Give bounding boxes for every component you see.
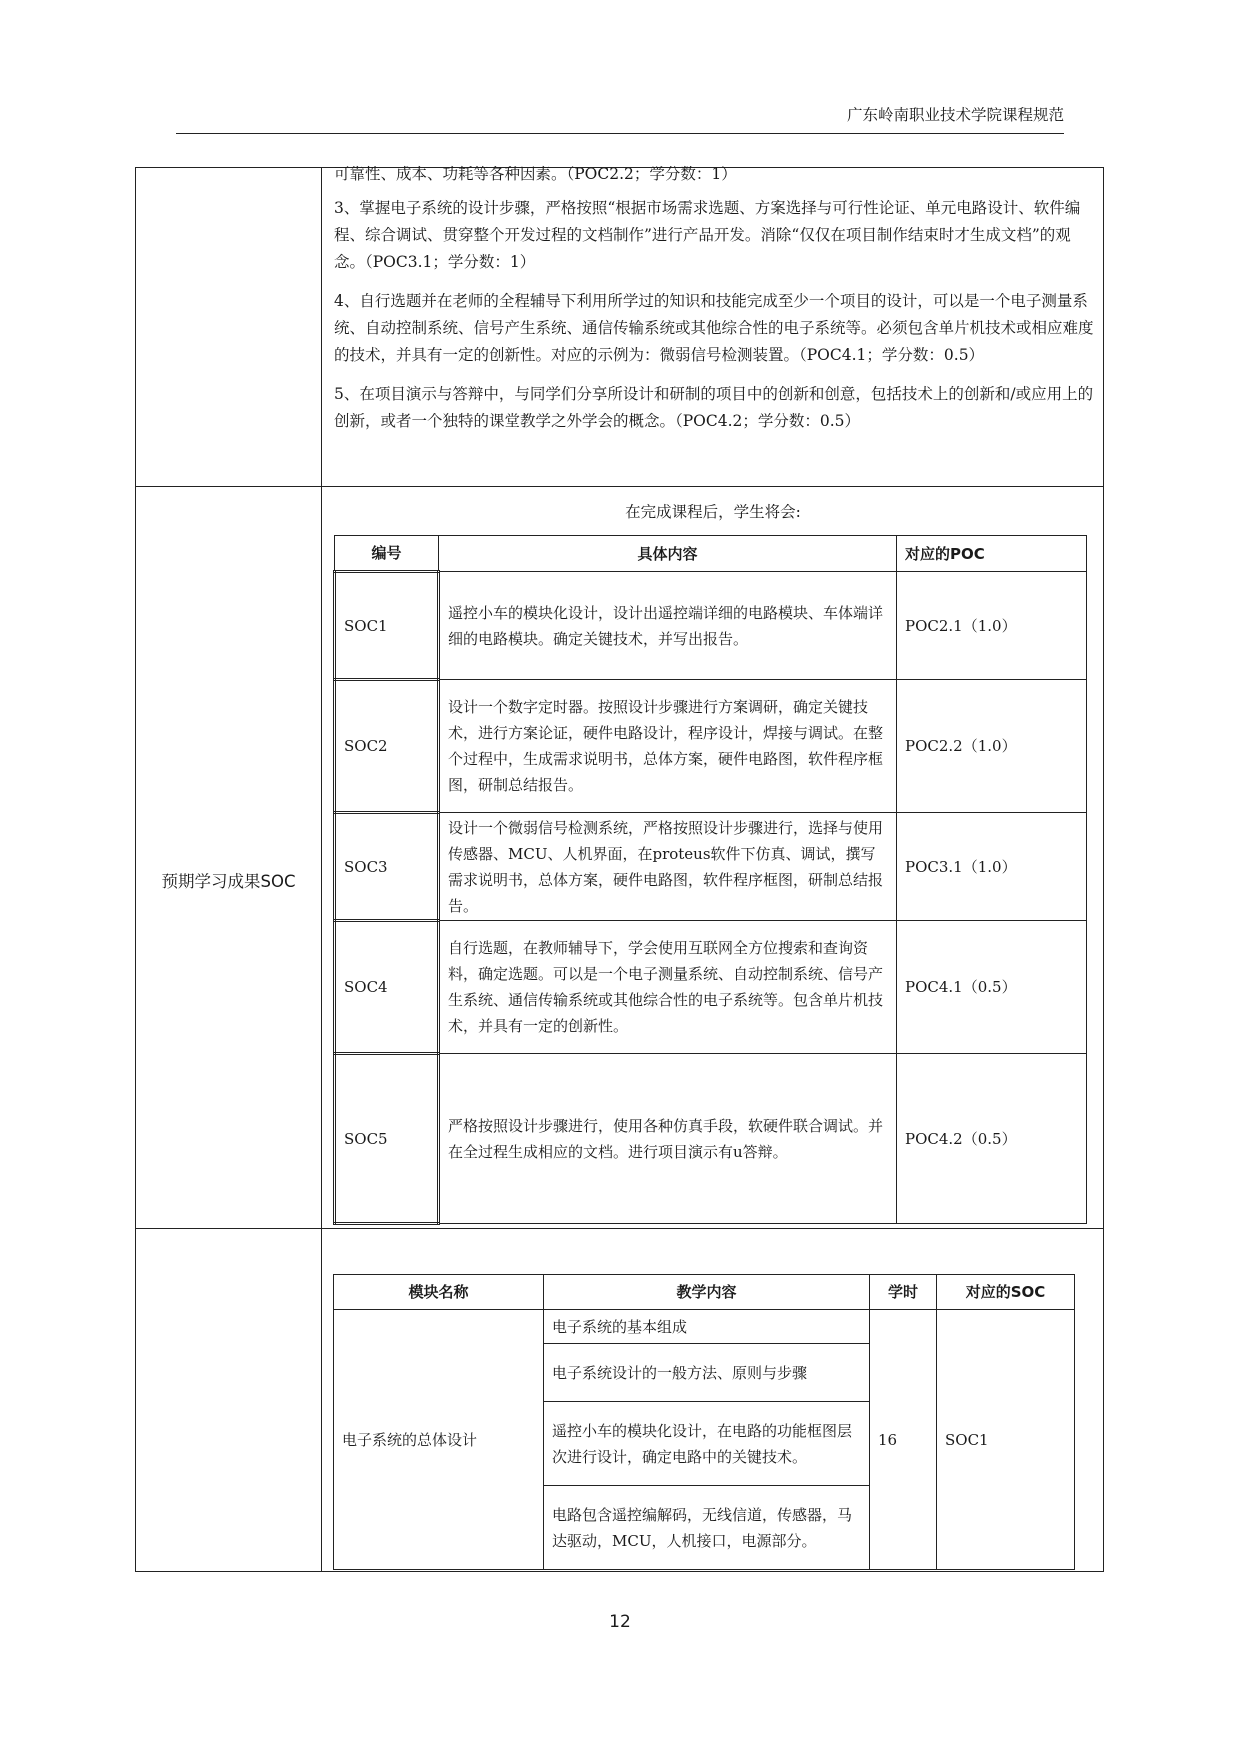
soc-id: SOC3 [335, 813, 439, 921]
soc-poc: POC2.2（1.0） [897, 680, 1087, 813]
module-header-content: 教学内容 [544, 1275, 870, 1310]
module-table-header [334, 1275, 1075, 1310]
soc-id: SOC5 [335, 1054, 439, 1224]
soc-poc: POC2.1（1.0） [897, 572, 1087, 680]
soc-header-id: 编号 [335, 536, 439, 572]
soc-poc: POC4.2（0.5） [897, 1054, 1087, 1224]
module-content: 电路包含遥控编解码，无线信道，传感器，马达驱动，MCU，人机接口，电源部分。 [544, 1486, 870, 1570]
objectives-cell [334, 161, 1094, 447]
soc-content: 遥控小车的模块化设计，设计出遥控端详细的电路模块、车体端详细的电路模块。确定关键技术，并写出报告。 [439, 572, 897, 680]
course-table [135, 167, 1104, 1572]
page-number: 12 [609, 1612, 631, 1632]
header-title: 广东岭南职业技术学院课程规范 [846, 106, 1064, 124]
table-row [335, 813, 1087, 921]
soc-header-content: 具体内容 [439, 536, 897, 572]
soc-section-label: 预期学习成果SOC [161, 872, 296, 891]
soc-poc: POC4.1（0.5） [897, 921, 1087, 1054]
soc-content: 自行选题，在教师辅导下，学会使用互联网全方位搜索和查询资料，确定选题。可以是一个电子测量系统、自动控制系统、信号产生系统、通信传输系统或其他综合性的电子系统等。包含单片机技术，并具有一定的创新性。 [439, 921, 897, 1054]
soc-id: SOC2 [335, 680, 439, 813]
table-row [334, 1310, 1075, 1344]
row-divider-2 [136, 1228, 1103, 1229]
objective-paragraph: 5、在项目演示与答辩中，与同学们分享所设计和研制的项目中的创新和创意，包括技术上的创新和/或应用上的创新，或者一个独特的课堂教学之外学会的概念。（POC4.2；学分数：0.5） [334, 385, 1094, 430]
objective-paragraph: 可靠性、成本、功耗等各种因素。（POC2.2；学分数：1） [334, 165, 737, 183]
module-header-soc: 对应的SOC [937, 1275, 1075, 1310]
soc-content: 设计一个数字定时器。按照设计步骤进行方案调研，确定关键技术，进行方案论证，硬件电路设计，程序设计，焊接与调试。在整个过程中，生成需求说明书，总体方案，硬件电路图，软件程序框图，研制总结报告。 [439, 680, 897, 813]
table-row [335, 680, 1087, 813]
soc-table-header [335, 536, 1087, 572]
module-table [333, 1274, 1075, 1570]
soc-content: 设计一个微弱信号检测系统，严格按照设计步骤进行，选择与使用传感器、MCU、人机界面，在proteus软件下仿真、调试，撰写需求说明书，总体方案，硬件电路图，软件程序框图，研制总结报告。 [439, 813, 897, 921]
soc-intro: 在完成课程后，学生将会: [625, 503, 801, 521]
module-content: 电子系统的基本组成 [544, 1310, 870, 1344]
header-divider [176, 133, 1064, 134]
module-header-hours: 学时 [870, 1275, 937, 1310]
table-row [335, 1054, 1087, 1224]
table-row [335, 921, 1087, 1054]
soc-id: SOC4 [335, 921, 439, 1054]
objective-paragraph: 3、掌握电子系统的设计步骤，严格按照“根据市场需求选题、方案选择与可行性论证、单元电路设计、软件编程、综合调试、贯穿整个开发过程的文档制作”进行产品开发。消除“仅仅在项目制作结束时才生成文档”的观念。（POC3.1；学分数：1） [334, 199, 1081, 271]
module-soc: SOC1 [937, 1310, 1075, 1570]
objective-paragraph: 4、自行选题并在老师的全程辅导下利用所学过的知识和技能完成至少一个项目的设计，可以是一个电子测量系统、自动控制系统、信号产生系统、通信传输系统或其他综合性的电子系统等。必须包含单片机技术或相应难度的技术，并具有一定的创新性。对应的示例为：微弱信号检测装置。（POC4.1；学分数：0.5） [334, 292, 1094, 364]
soc-content: 严格按照设计步骤进行，使用各种仿真手段，软硬件联合调试。并在全过程生成相应的文档。进行项目演示有u答辩。 [439, 1054, 897, 1224]
module-hours: 16 [870, 1310, 937, 1570]
soc-table [333, 535, 1087, 1225]
column-divider [321, 168, 322, 1571]
module-name: 电子系统的总体设计 [334, 1310, 544, 1570]
soc-poc: POC3.1（1.0） [897, 813, 1087, 921]
module-header-name: 模块名称 [334, 1275, 544, 1310]
row-divider-1 [136, 486, 1103, 487]
module-content: 遥控小车的模块化设计，在电路的功能框图层次进行设计，确定电路中的关键技术。 [544, 1402, 870, 1486]
table-row [335, 572, 1087, 680]
module-content: 电子系统设计的一般方法、原则与步骤 [544, 1344, 870, 1402]
soc-header-poc: 对应的POC [897, 536, 1087, 572]
soc-id: SOC1 [335, 572, 439, 680]
